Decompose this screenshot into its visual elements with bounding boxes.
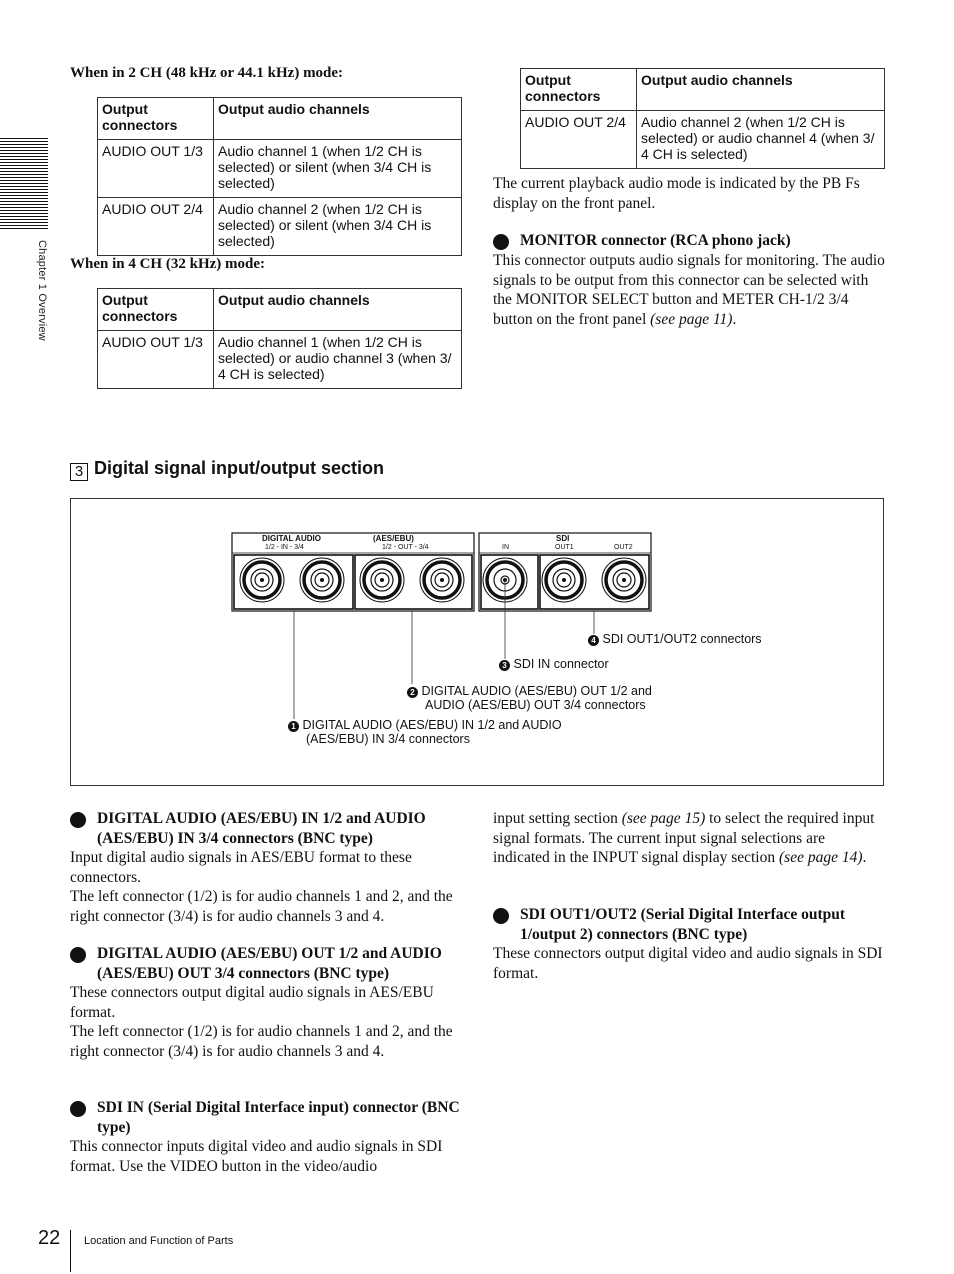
item-1-body: Input digital audio signals in AES/EBU format to these connectors. [70,849,412,886]
page-number: 22 [38,1227,61,1249]
item-3-heading: 3 SDI IN (Serial Digital Interface input) connector (BNC type) [51,1099,460,1136]
table-header: Output audio channels [637,69,885,111]
item-2-body: The left connector (1/2) is for audio channels 1 and 2, and the right connector (3/4) is for audio channels 3 and 4. [70,1023,453,1060]
table-header: Output audio channels [214,98,462,140]
item-3-body: This connector inputs digital video and audio signals in SDI format. Use the VIDEO button in the video/audio [70,1138,443,1175]
table-header: Output connectors [98,98,214,140]
table-header: Output audio channels [214,289,462,331]
number-1-icon: 1 [288,721,299,732]
bnc-connector-sdi-out2 [602,558,646,602]
panel-label-out: 1/2 - OUT - 3/4 [382,544,429,551]
bnc-connector-out-34 [420,558,464,602]
monitor-heading: 3 MONITOR connector (RCA phono jack) [474,232,791,249]
table-cell: AUDIO OUT 1/3 [98,140,214,198]
chapter-tab-label: Chapter 1 Overview [36,240,48,341]
mode-4ch-table-continued [520,68,885,169]
playback-note: The current playback audio mode is indicated by the PB Fs display on the front panel. [493,175,860,212]
number-3-icon: 3 [70,1101,86,1117]
item-2-body: These connectors output digital audio signals in AES/EBU format. [70,984,434,1021]
number-4-icon: 4 [588,635,599,646]
page-reference: (see page 14) [779,849,863,866]
table-cell: Audio channel 2 (when 1/2 CH is selected) or audio channel 4 (when 3/ 4 CH is selected) [637,111,885,169]
item-3-continued: input setting section (see page 15) to select the required input signal formats. The current input signal selections are indicated in the INPUT signal display section (see page 14). [493,810,875,866]
table-cell: Audio channel 1 (when 1/2 CH is selected) or audio channel 3 (when 3/ 4 CH is selected) [214,331,462,389]
bnc-connector-out-12 [360,558,404,602]
mode-2ch-table [97,97,462,256]
item-2 [51,944,462,1061]
page-reference: (see page 11) [650,310,733,328]
item-1-body: The left connector (1/2) is for audio channels 1 and 2, and the right connector (3/4) is for audio channels 3 and 4. [70,888,453,925]
panel-label-sdi-in: IN [502,544,509,551]
number-2-icon: 2 [407,687,418,698]
panel-label-sdi: SDI [556,534,570,543]
bnc-connector-in-12 [240,558,284,602]
table-header: Output connectors [521,69,637,111]
item-1 [51,809,462,926]
footer-title: Location and Function of Parts [84,1235,234,1247]
table-cell: AUDIO OUT 2/4 [98,198,214,256]
item-4-body: These connectors output digital video and audio signals in SDI format. [493,945,883,982]
monitor-body: This connector outputs audio signals for monitoring. The audio signals to be output from this connector can be selected with the MONITOR SELECT button and METER CH-1/2 3/4 button on the front panel (see page 11). [493,252,885,328]
item-2-heading: 2 DIGITAL AUDIO (AES/EBU) OUT 1/2 and AUDIO (AES/EBU) OUT 3/4 connectors (BNC type) [51,945,442,982]
mode-2ch-heading: When in 2 CH (48 kHz or 44.1 kHz) mode: [70,65,344,81]
bnc-connector-in-34 [300,558,344,602]
table-cell: AUDIO OUT 1/3 [98,331,214,389]
panel-label-sdi-out2: OUT2 [614,544,633,551]
item-4-heading: 4 SDI OUT1/OUT2 (Serial Digital Interface output 1/output 2) connectors (BNC type) [474,906,846,943]
mode-4ch-heading: When in 4 CH (32 kHz) mode: [70,256,265,272]
footer-divider [70,1230,71,1272]
page-reference: (see page 15) [621,810,706,827]
table-header: Output connectors [98,289,214,331]
callout-sdi-in: 3 SDI IN connector [499,658,609,672]
table-cell: Audio channel 1 (when 1/2 CH is selected) or silent (when 3/4 CH is selected) [214,140,462,198]
panel-label-aes-ebu: (AES/EBU) [373,534,414,543]
callout-sdi-out: 4 SDI OUT1/OUT2 connectors [588,633,762,647]
mode-4ch-table [97,288,462,389]
table-cell: Audio channel 2 (when 1/2 CH is selected) or silent (when 3/4 CH is selected) [214,198,462,256]
section-number: 3 [70,463,88,481]
bnc-connector-sdi-out1 [542,558,586,602]
panel-label-sdi-out1: OUT1 [555,544,574,551]
table-cell: AUDIO OUT 2/4 [521,111,637,169]
callout-digital-audio-in: 1 DIGITAL AUDIO (AES/EBU) IN 1/2 and AUDIO (AES/EBU) IN 3/4 connectors [288,719,562,746]
chapter-tab-stripes [0,138,48,230]
section-title: 3 Digital signal input/output section [70,458,384,481]
number-4-icon: 4 [493,908,509,924]
item-1-heading: 1 DIGITAL AUDIO (AES/EBU) IN 1/2 and AUDIO (AES/EBU) IN 3/4 connectors (BNC type) [51,810,426,847]
panel-label-digital-audio: DIGITAL AUDIO [262,534,321,543]
connector-panel-diagram [70,498,884,786]
panel-label-in: 1/2 - IN - 3/4 [265,544,304,551]
item-3 [51,1098,462,1176]
number-2-icon: 2 [70,947,86,963]
number-1-icon: 1 [70,812,86,828]
number-3-icon: 3 [493,234,509,250]
item-4 [474,905,885,983]
callout-digital-audio-out: 2 DIGITAL AUDIO (AES/EBU) OUT 1/2 and AUDIO (AES/EBU) OUT 3/4 connectors [407,685,652,712]
number-3-icon: 3 [499,660,510,671]
